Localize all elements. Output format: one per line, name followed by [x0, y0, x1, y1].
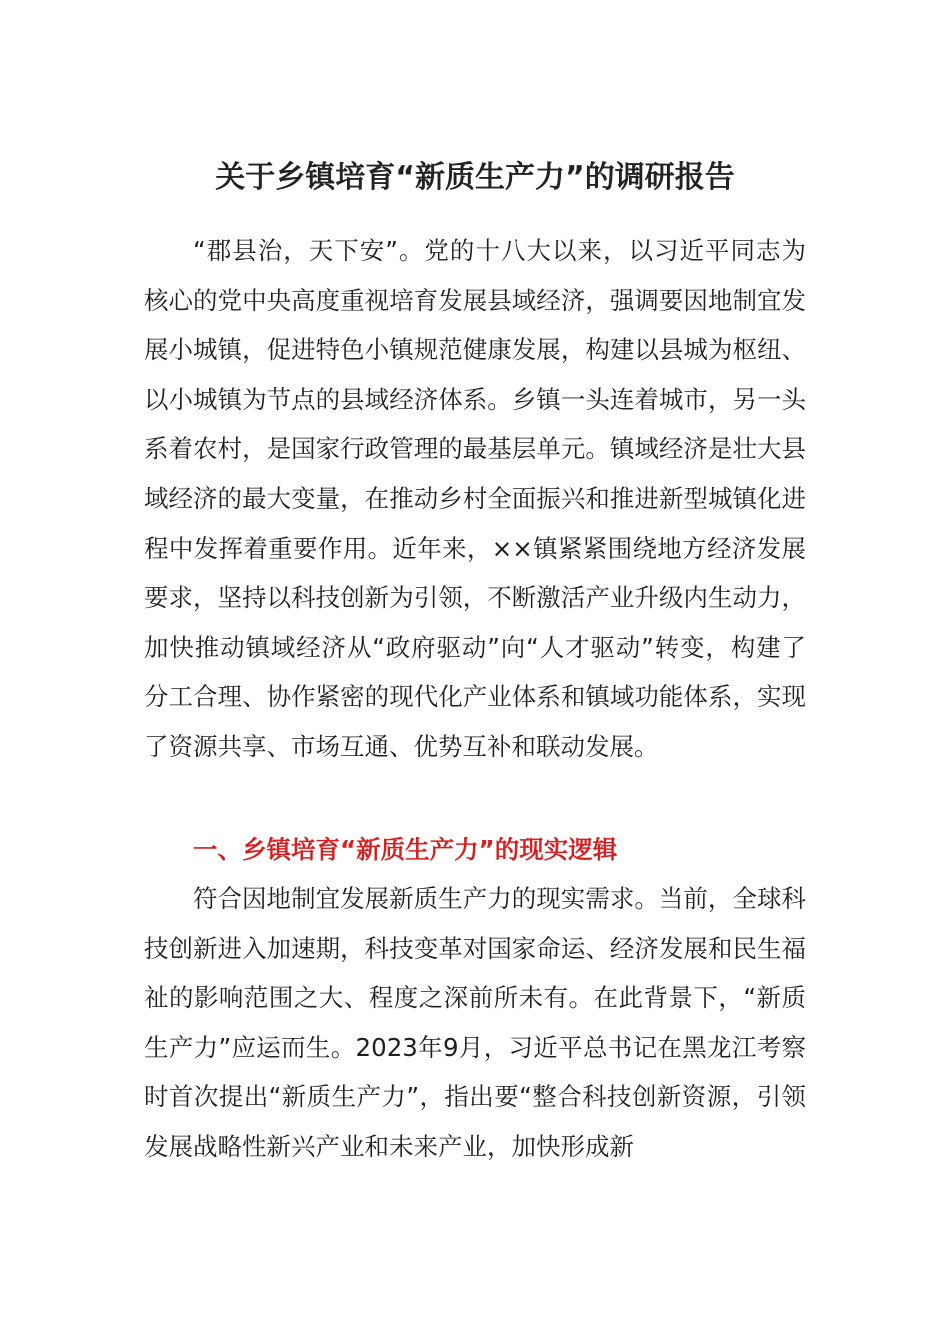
- section-heading: 一、乡镇培育“新质生产力”的现实逻辑: [193, 835, 618, 864]
- intro-paragraph: “郡县治，天下安”。党的十八大以来，以习近平同志为核心的党中央高度重视培育发展县域经济，强调要因地制宜发展小城镇，促进特色小镇规范健康发展，构建以县城为枢纽、以小城镇为节点的县域经济体系。乡镇一头连着城市，另一头系着农村，是国家行政管理的最基层单元。镇域经济是壮大县域经济的最大变量，在推动乡村全面振兴和推进新型城镇化进程中发挥着重要作用。近年来，××镇紧紧围绕地方经济发展要求，坚持以科技创新为引领，不断激活产业升级内生动力，加快推动镇域经济从“政府驱动”向“人才驱动”转变，构建了分工合理、协作紧密的现代化产业体系和镇域功能体系，实现了资源共享、市场互通、优势互补和联动发展。: [144, 236, 806, 761]
- document-title: 关于乡镇培育“新质生产力”的调研报告: [215, 160, 735, 195]
- section-paragraph: 符合因地制宜发展新质生产力的现实需求。当前，全球科技创新进入加速期，科技变革对国家命运、经济发展和民生福祉的影响范围之大、程度之深前所未有。在此背景下，“新质生产力”应运而生。2023年9月，习近平总书记在黑龙江考察时首次提出“新质生产力”，指出要“整合科技创新资源，引领发展战略性新兴产业和未来产业，加快形成新: [144, 884, 806, 1161]
